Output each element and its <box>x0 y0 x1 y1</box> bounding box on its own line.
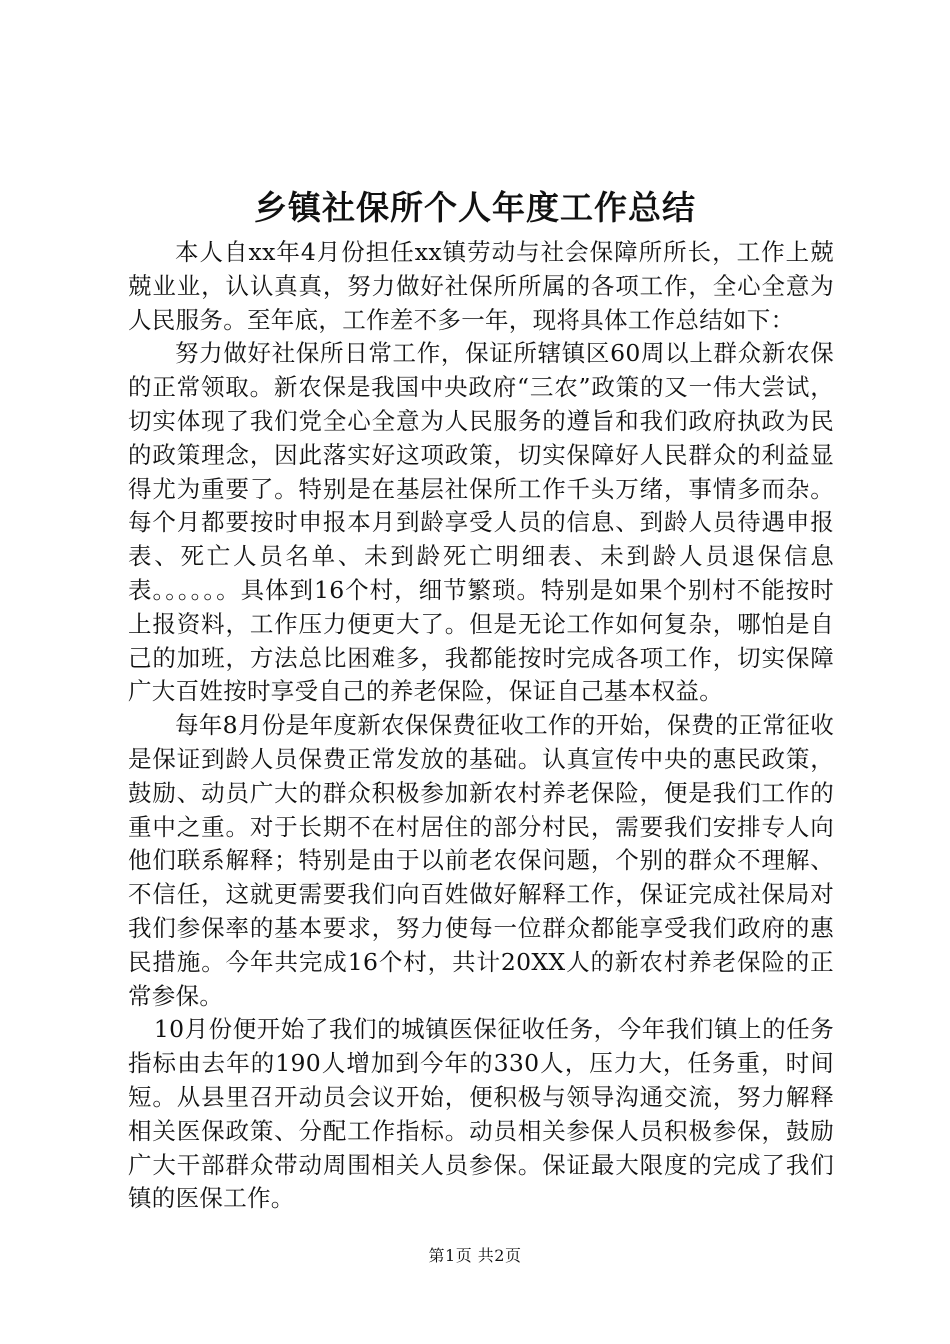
document-body <box>128 236 834 1216</box>
document-title: 乡镇社保所个人年度工作总结 <box>254 188 696 227</box>
paragraph-daily-work: 努力做好社保所日常工作，保证所辖镇区60周以上群众新农保的正常领取。新农保是我国中央政府“三农”政策的又一伟大尝试，切实体现了我们党全心全意为人民服务的遵旨和我们政府执政为民的政策理念，因此落实好这项政策，切实保障好人民群众的利益显得尤为重要了。特别是在基层社保所工作千头万绪，事情多而杂。每个月都要按时申报本月到龄享受人员的信息、到龄人员待遇申报表、死亡人员名单、未到龄死亡明细表、未到龄人员退保信息表。。。。。。具体到16个村，细节繁琐。特别是如果个别村不能按时上报资料，工作压力便更大了。但是无论工作如何复杂，哪怕是自己的加班，方法总比困难多，我都能按时完成各项工作，切实保障广大百姓按时享受自己的养老保险，保证自己基本权益。 <box>128 339 834 706</box>
paragraph-intro: 本人自xx年4月份担任xx镇劳动与社会保障所所长，工作上兢兢业业，认认真真，努力做好社保所所属的各项工作，全心全意为人民服务。至年底，工作差不多一年，现将具体工作总结如下： <box>128 238 834 334</box>
page-footer: 第1页 共2页 <box>428 1246 522 1265</box>
paragraph-medical-insurance: 10月份便开始了我们的城镇医保征收任务，今年我们镇上的任务指标由去年的190人增加到今年的330人，压力大，任务重，时间短。从县里召开动员会议开始，便积极与领导沟通交流，努力解释相关医保政策、分配工作指标。动员相关参保人员积极参保，鼓励广大干部群众带动周围相关人员参保。保证最大限度的完成了我们镇的医保工作。 <box>128 1015 834 1213</box>
paragraph-premium-collection: 每年8月份是年度新农保保费征收工作的开始，保费的正常征收是保证到龄人员保费正常发放的基础。认真宣传中央的惠民政策，鼓励、动员广大的群众积极参加新农村养老保险，便是我们工作的重中之重。对于长期不在村居住的部分村民，需要我们安排专人向他们联系解释；特别是由于以前老农保问题，个别的群众不理解、不信任，这就更需要我们向百姓做好解释工作，保证完成社保局对我们参保率的基本要求，努力使每一位群众都能享受我们政府的惠民措施。今年共完成16个村，共计20XX人的新农村养老保险的正常参保。 <box>128 711 834 1010</box>
